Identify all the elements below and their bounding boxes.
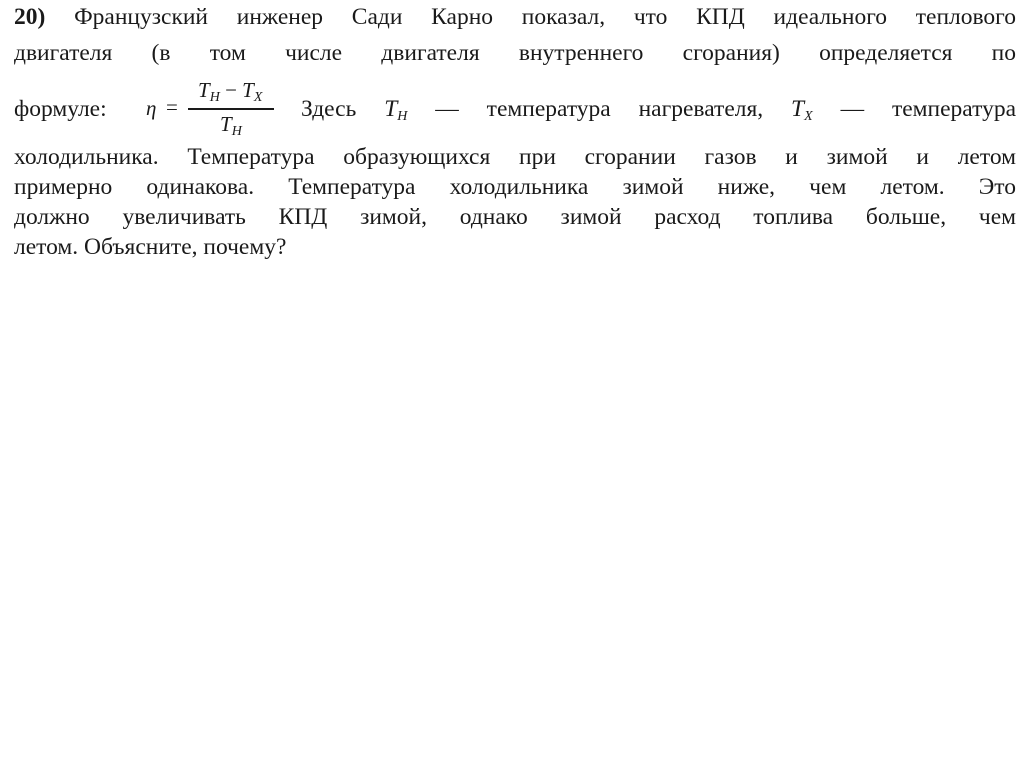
- formula-line-explanation: [301, 96, 1016, 125]
- problem-line-5: [14, 174, 1016, 204]
- problem-number: 20): [14, 4, 46, 30]
- problem-line-6-text: должно увеличивать КПД зимой, однако зимой расход топлива больше, чем: [14, 204, 1016, 230]
- formula-denominator: [220, 112, 242, 140]
- formula-eta: η: [146, 96, 157, 120]
- explanation-temperature: — температура: [840, 96, 1017, 122]
- formula-den-sub: H: [231, 124, 242, 139]
- problem-line-7: [14, 234, 1016, 264]
- explanation-heater: — температура нагревателя,: [435, 96, 764, 122]
- formula-num-sub2: X: [253, 90, 263, 105]
- explanation-here: Здесь: [301, 96, 357, 122]
- formula-numerator: [198, 78, 262, 106]
- th-t: T: [384, 96, 398, 122]
- tx-sub: X: [804, 109, 813, 124]
- th-symbol: [384, 96, 407, 122]
- problem-line-2-text: двигателя (в том числе двигателя внутреннего сгорания) определяется по: [14, 40, 1016, 66]
- carnot-efficiency-formula: [134, 78, 279, 138]
- problem-line-7-text: летом. Объясните, почему?: [14, 234, 287, 260]
- formula-fraction-bar: [188, 108, 274, 110]
- tx-t: T: [791, 96, 805, 122]
- formula-equals: =: [166, 95, 178, 119]
- formula-minus: −: [219, 78, 243, 102]
- th-sub: H: [397, 109, 408, 124]
- problem-line-1: [14, 4, 1016, 34]
- problem-line-1-text: Французский инженер Сади Карно показал, что КПД идеального теплового: [74, 4, 1016, 30]
- problem-line-4: [14, 144, 1016, 174]
- formula-den-t: T: [220, 112, 232, 136]
- problem-line-5-text: примерно одинакова. Температура холодильника зимой ниже, чем летом. Это: [14, 174, 1016, 200]
- formula-num-sub1: H: [209, 90, 220, 105]
- problem-line-6: [14, 204, 1016, 234]
- formula-line: [14, 76, 1016, 142]
- formula-num-t1: T: [198, 78, 210, 102]
- formula-label: формуле:: [14, 96, 107, 122]
- formula-num-t2: T: [242, 78, 254, 102]
- problem-line-2: [14, 40, 1016, 70]
- problem-line-4-text: холодильника. Температура образующихся при сгорании газов и зимой и летом: [14, 144, 1016, 170]
- tx-symbol: [791, 96, 813, 122]
